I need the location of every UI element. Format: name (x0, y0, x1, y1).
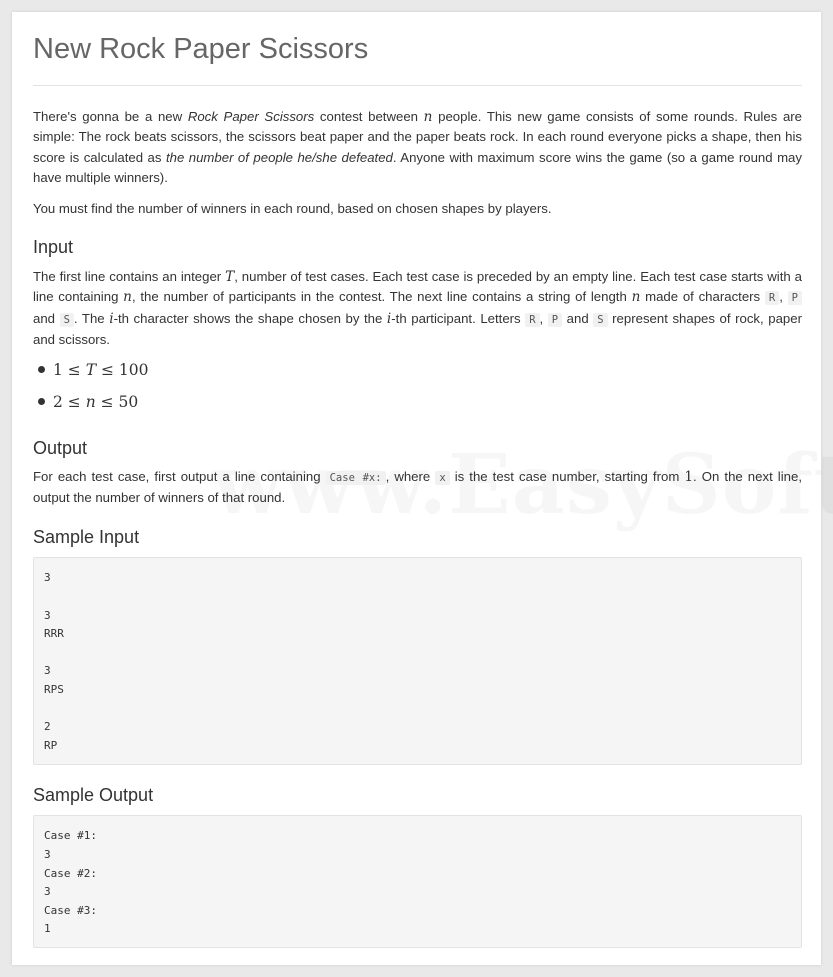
intro-paragraph: There's gonna be a new Rock Paper Scissors contest between n people. This new game consists of some rounds. Rules are simple: The rock beats scissors, the scissors beat paper and the paper beats rock. In each round everyone picks a shape, then his score is calculated as the number of people he/she defeated. Anyone with maximum score wins the game (so a game round may have multiple winners). (33, 109, 802, 186)
math-i: i (109, 310, 114, 327)
code-P: P (788, 291, 802, 305)
bullet-icon (38, 398, 45, 405)
problem-content (33, 12, 802, 948)
problem-card (12, 12, 821, 965)
math-n: n (631, 289, 641, 306)
constraint-T: 1 ≤ T ≤ 100 (33, 354, 802, 386)
sample-output-heading: Sample Output (33, 785, 154, 806)
math-one: 1 (684, 468, 694, 485)
code-S: S (593, 313, 607, 327)
math-i: i (386, 310, 392, 327)
math-n: n (423, 109, 433, 125)
code-R: R (765, 291, 779, 305)
constraints-list (33, 354, 802, 418)
output-heading: Output (33, 437, 88, 458)
code-R: R (525, 313, 539, 327)
math-T: T (225, 269, 235, 286)
code-P: P (548, 313, 562, 327)
constraint-n: 2 ≤ n ≤ 50 (33, 386, 802, 418)
sample-input-heading: Sample Input (33, 527, 140, 548)
output-description: For each test case, first output a line containing Case #x: , where x is the test case number, starting from 1. On the next line, output the number of winners of that round. (33, 468, 802, 506)
code-x: x (435, 471, 449, 485)
math-n: n (123, 289, 132, 306)
bullet-icon (38, 366, 45, 373)
code-S: S (60, 313, 74, 327)
code-case-label: Case #x: (326, 471, 386, 485)
sample-input-block: 3 3 RRR 3 RPS 2 RP (33, 557, 802, 765)
input-heading: Input (33, 237, 74, 258)
page-title: New Rock Paper Scissors (33, 12, 802, 86)
input-description: The first line contains an integer T, number of test cases. Each test case is preceded by an empty line. Each test case starts with a line containing n, the number of participants in the contest. The next line contains a string of length n made of characters R , P and S . The i-th character shows the shape chosen by the i-th participant. Letters R , P and S represent shapes of rock, paper and scissors. (33, 269, 802, 348)
intro-paragraph-2: You must find the number of winners in each round, based on chosen shapes by players. (33, 200, 552, 216)
sample-output-block: Case #1: 3 Case #2: 3 Case #3: 1 (33, 815, 802, 948)
